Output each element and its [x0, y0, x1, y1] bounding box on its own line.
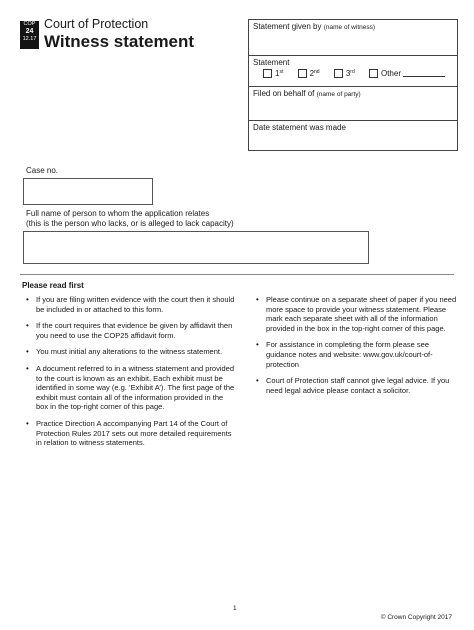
badge-number: 24	[25, 28, 34, 35]
list-item: • Practice Direction A accompanying Part 14 of the Court of Protection Rules 2017 sets out more detailed requirements in relation to witness statements.	[22, 419, 237, 448]
statement-label: Statement	[253, 58, 290, 67]
date-made-label: Date statement was made	[253, 123, 346, 132]
guidance-list-right	[252, 295, 457, 402]
checkbox-3rd[interactable]	[334, 69, 343, 78]
form-code-badge	[20, 21, 39, 49]
statement-given-by-label: Statement given by	[253, 22, 322, 31]
other-input-line[interactable]	[403, 68, 445, 77]
list-item: • You must initial any alterations to the witness statement.	[22, 347, 237, 357]
case-no-label: Case no.	[26, 166, 59, 175]
list-item: • If you are filing written evidence with the court then it should be included in or attached to this form.	[22, 295, 237, 314]
guidance-list-left	[22, 295, 237, 455]
statement-number-group	[248, 55, 458, 87]
list-item: • Court of Protection staff cannot give legal advice. If you need legal advice please contact a solicitor.	[252, 376, 457, 395]
copyright: © Crown Copyright 2017	[380, 614, 452, 621]
badge-line1: COP	[23, 21, 36, 27]
statement-option-other[interactable]: Other	[369, 68, 445, 78]
badge-date: 12.17	[22, 36, 37, 42]
list-item: • If the court requires that evidence be given by affidavit then you need to use the COP25 affidavit form.	[22, 321, 237, 340]
read-first-heading: Please read first	[22, 281, 84, 290]
filed-on-behalf-field[interactable]	[248, 86, 458, 121]
case-no-input[interactable]	[23, 178, 153, 205]
filed-on-behalf-note: (name of party)	[316, 91, 361, 98]
page-number: 1	[233, 605, 237, 612]
checkbox-other[interactable]	[369, 69, 378, 78]
list-item: • A document referred to in a witness statement and provided to the court is known as an exhibit. Each exhibit must be identified in some way (e.g. ‘Exhibit A’). The first page of the exhibit must contain all of the information provided in the box in the top-right corner of this page.	[22, 364, 237, 412]
person-label-line1: Full name of person to whom the application relates	[26, 209, 210, 218]
statement-options	[263, 68, 445, 78]
statement-option-3rd[interactable]: 3rd	[334, 69, 355, 78]
person-name-input[interactable]	[23, 231, 369, 264]
statement-given-by-note: (name of witness)	[323, 24, 376, 31]
statement-option-1st[interactable]: 1st	[263, 69, 283, 78]
statement-option-2nd[interactable]: 2nd	[298, 69, 320, 78]
list-item: • For assistance in completing the form please see guidance notes and website: www.gov.uk/court-of-protection	[252, 340, 457, 369]
date-made-field[interactable]	[248, 120, 458, 151]
list-item: • Please continue on a separate sheet of paper if you need more space to provide your witness statement. Please mark each separate sheet with all of the information provided in the box in the top-right corner of this page.	[252, 295, 457, 333]
checkbox-1st[interactable]	[263, 69, 272, 78]
person-label-line2: (this is the person who lacks, or is alleged to lack capacity)	[26, 219, 234, 228]
section-divider	[20, 274, 454, 275]
page-title: Witness statement	[44, 32, 195, 51]
court-name: Court of Protection	[44, 17, 149, 31]
filed-on-behalf-label: Filed on behalf of	[253, 89, 315, 98]
checkbox-2nd[interactable]	[298, 69, 307, 78]
statement-given-by-field[interactable]	[248, 19, 458, 56]
